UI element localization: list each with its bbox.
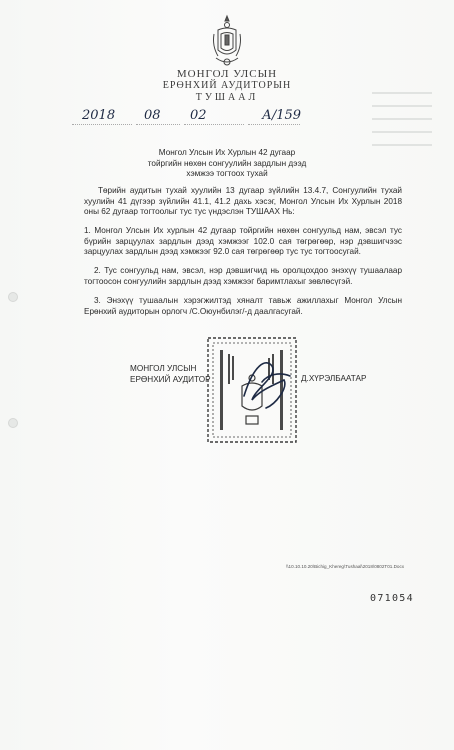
signatory-name: Д.ХҮРЭЛБААТАР [301, 374, 367, 383]
intro-paragraph: Төрийн аудитын тухай хуулийн 13 дугаар зүйлийн 13.4.7, Сонгуулийн тухай хуулийн 41 дүгээр зүйлийн 41.1, 41.2 дахь хэсэг, Монгол Улсын Их Хурлын 2018 оны 62 дугаар тогтоолыг тус тус үндэслэн ТУШААХ Нь: [84, 186, 402, 216]
date-month: 08 [144, 108, 161, 123]
handwritten-signature [236, 354, 296, 412]
ministry-name-line1: МОНГОЛ УЛСЫН [176, 68, 278, 80]
title-line: хэмжээ тогтоох тухай [186, 169, 268, 178]
order-item-3: 3. Энэхүү тушаалын хэрэгжилтэд хяналт тавьж ажиллахыг Монгол Улсын Ерөнхий аудиторын орлогч /С.Оюунбилэг/-д даалгасугай. [84, 296, 402, 316]
serial-number: 071054 [370, 593, 414, 604]
title-line: Монгол Улсын Их Хурлын 42 дугаар [158, 148, 296, 157]
date-year: 2018 [82, 108, 116, 123]
date-line [72, 124, 132, 125]
order-item-1: 1. Монгол Улсын Их хурлын 42 дугаар тойргийн нөхөн сонгуульд нам, эвсэл тус бүрийн зарцуулах зардлын дээд хэмжээг 102.0 сая төгрөгөөр, нэр дэвшигчээс зарцуулах зардлын дээд хэмжээг 92.0 сая төгрөгөөр тус тус тогтоосугай. [84, 226, 402, 256]
title-line: тойргийн нөхөн сонгуулийн зардлын дээд [147, 158, 307, 168]
document-title [0, 148, 454, 180]
order-number: А/159 [262, 108, 302, 123]
date-line [136, 124, 180, 125]
date-day: 02 [190, 108, 207, 123]
signatory-title [130, 364, 211, 385]
punch-hole [8, 418, 18, 428]
signatory-title-line1: МОНГОЛ УЛСЫН [130, 364, 197, 373]
punch-hole [8, 292, 18, 302]
ministry-name-line2: ЕРӨНХИЙ АУДИТОРЫН [162, 80, 292, 91]
state-emblem-icon [210, 14, 244, 72]
order-label: ТУШААЛ [195, 92, 259, 103]
signatory-title-line2: ЕРӨНХИЙ АУДИТОР [130, 374, 211, 384]
date-line [184, 124, 244, 125]
file-path: \\10.10.10.20\Bichig_Khereg\Tushaal\2018\0802T01.Docx [286, 564, 405, 569]
number-line [248, 124, 300, 125]
order-item-2: 2. Тус сонгуульд нам, эвсэл, нэр дэвшигчид нь оролцохдоо энэхүү тушаалаар тогтоосон сонгуулийн зардлын дээд хэмжээг баримтлахыг зөвлөсүгэй. [84, 266, 402, 286]
date-number-row [72, 108, 402, 128]
